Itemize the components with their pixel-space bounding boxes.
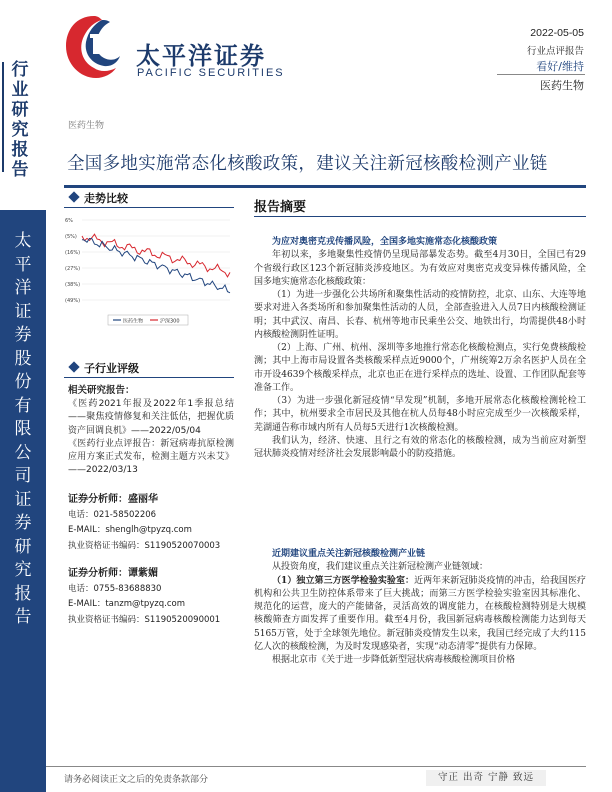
y-tick-label: (49%) bbox=[65, 298, 81, 304]
company-label: 太平洋证券股份有限公司证券研究报告 bbox=[14, 231, 32, 627]
footer-motto: 守正 出奇 宁静 致远 bbox=[426, 770, 546, 786]
brand-name-cn: 太平洋证券 bbox=[136, 42, 266, 70]
company-band bbox=[0, 210, 46, 792]
diamond-icon bbox=[68, 361, 79, 372]
analyst-2-phone: 电话：0755-83688830 bbox=[68, 583, 162, 594]
trend-chart bbox=[64, 212, 234, 330]
footer-rule bbox=[46, 766, 586, 767]
summary-heading-1: 为应对奥密克戎传播风险，全国多地实施常态化核酸政策 bbox=[272, 237, 498, 247]
diamond-icon bbox=[68, 191, 79, 202]
rating: 看好/维持 bbox=[536, 60, 584, 73]
summary-heading-2: 近期建议重点关注新冠核酸检测产业链 bbox=[272, 549, 426, 559]
header-divider bbox=[497, 74, 585, 75]
summary-para-1: 年初以来，多地聚集性疫情仍呈现局部暴发态势。截至4月30日，全国已有29个省级行政区123个新冠肺炎涉疫地区。为有效应对奥密克戎变异株传播风险，全国多地实施常态化核酸政策： bbox=[254, 250, 586, 287]
summary-part-1 bbox=[254, 236, 586, 461]
related-report-2: 《医药行业点评报告：新冠病毒抗原检测应用方案正式发布，检测主题方兴未艾》——2022/03/13 bbox=[68, 438, 234, 476]
report-date: 2022-05-05 bbox=[530, 27, 584, 39]
trend-rule bbox=[64, 207, 234, 208]
series-line-index bbox=[82, 234, 230, 277]
analyst-2-license: 执业资格证书编码：S1190520090001 bbox=[68, 614, 221, 625]
y-tick-label: 6% bbox=[65, 218, 73, 224]
summary-title: 报告摘要 bbox=[254, 200, 307, 215]
related-report-1: 《医药2021年报及2022年1季报总结——聚焦疫情修复和关注低估，把握优质资产回调良机》——2022/05/04 bbox=[68, 399, 234, 436]
analyst-1-phone: 电话：021-58502206 bbox=[68, 509, 157, 520]
analyst-2-name: 证券分析师：谭紫媚 bbox=[68, 568, 158, 579]
category-label: 行业研究报告 bbox=[11, 60, 29, 180]
analyst-2-email: E-MAIL：tanzm@tpyzq.com bbox=[68, 599, 185, 609]
trend-heading-label: 走势比较 bbox=[84, 192, 128, 205]
sector-tag: 医药生物 bbox=[68, 121, 105, 131]
summary-para-7-lead: （1）独立第三方医学检验实验室： bbox=[272, 575, 415, 586]
analyst-card-2 bbox=[68, 566, 238, 628]
related-reports bbox=[68, 384, 234, 477]
sub-rating-heading bbox=[70, 360, 139, 376]
analyst-1-email: E-MAIL：shenglh@tpyzq.com bbox=[68, 525, 192, 535]
summary-para-3: （2）上海、广州、杭州、深圳等多地推行常态化核酸检测点，实行免费核酸检测；其中上海市局设置各类核酸采样点近9000个，广州统筹2万余名医护人员在全市开设4639个核酸采样点，北京也正在进行采样点的选址、设置、工作团队配套等准备工作。 bbox=[254, 343, 586, 393]
summary-para-2: （1）为进一步强化公共场所和聚集性活动的疫情防控，北京、山东、大连等地要求对进入各类场所和参加聚集性活动的人员，全部查验进入人员7日内核酸检测证明；其中武汉、南昌、长春、杭州等地市民乘坐公交、地铁出行，均需提供48小时内核酸检测阴性证明。 bbox=[254, 290, 586, 340]
pacific-securities-logo bbox=[64, 12, 124, 84]
summary-para-5: 我们认为，经济、快速、且行之有效的常态化的核酸检测，成为当前应对新型冠状肺炎疫情对经济社会发展影响最小的防疫措施。 bbox=[254, 435, 586, 459]
summary-para-4: （3）为进一步强化新冠疫情“早发现”机制，多地开展常态化核酸检测轮检工作；其中，杭州要求全市居民及其他在杭人员每48小时应完成至少一次核酸采样，芜湖通告称市域内所有人员每5天进行1次核酸检测。 bbox=[254, 396, 586, 433]
trend-heading bbox=[70, 190, 128, 206]
summary-para-6: 从投资角度，我们建议重点关注新冠检测产业链领域： bbox=[272, 562, 489, 573]
category-band bbox=[0, 20, 40, 210]
summary-rule bbox=[254, 216, 586, 217]
analyst-1-license: 执业资格证书编码：S1190520070003 bbox=[68, 540, 221, 551]
page-title: 全国多地实施常态化核酸政策，建议关注新冠核酸检测产业链 bbox=[67, 154, 548, 174]
summary-para-8: 根据北京市《关于进一步降低新型冠状病毒核酸检测项目价格 bbox=[272, 655, 516, 665]
summary-para-7-text: 近两年来新冠肺炎疫情的冲击，给我国医疗机构和公共卫生防控体系带来了巨大挑战；而第三方医学检验实验室因其标准化、规范化的运营，庞大的产能储备，灵活高效的调度能力，在核酸检测特别是大规模核酸筛查方面发挥了重要作用。截至4月份，我国新冠病毒核酸检测能力达到每天5165万管，处于全球领先地位。新冠肺炎疫情发生以来，我国已经完成了大约115亿人次的核酸检测，为及时发现感染者，实现“动态清零”提供有力保障。 bbox=[254, 575, 586, 652]
summary-para-7 bbox=[254, 575, 586, 655]
left-band bbox=[0, 0, 46, 792]
analyst-1-name: 证券分析师：盛丽华 bbox=[68, 494, 158, 505]
y-tick-label: (38%) bbox=[65, 282, 81, 288]
related-label: 相关研究报告： bbox=[68, 385, 135, 396]
sector: 医药生物 bbox=[540, 79, 584, 92]
y-tick-label: (5%) bbox=[65, 234, 77, 240]
sub-rating-label: 子行业评级 bbox=[84, 362, 139, 375]
chart-y-ticks bbox=[65, 218, 230, 304]
report-type: 行业点评报告 bbox=[526, 46, 584, 57]
legend-label-index: 沪深300 bbox=[160, 318, 180, 325]
category-bar bbox=[2, 62, 4, 172]
analyst-card-1 bbox=[68, 492, 238, 554]
y-tick-label: (16%) bbox=[65, 250, 81, 256]
brand-name-en: PACIFIC SECURITIES bbox=[137, 67, 285, 79]
footer-disclaimer: 请务必阅读正文之后的免责条款部分 bbox=[64, 775, 209, 785]
legend-label-sector: 医药生物 bbox=[123, 318, 144, 325]
summary-part-2 bbox=[254, 548, 586, 667]
title-rule bbox=[64, 185, 586, 188]
sub-rating-rule bbox=[64, 377, 234, 378]
y-tick-label: (27%) bbox=[65, 266, 81, 272]
